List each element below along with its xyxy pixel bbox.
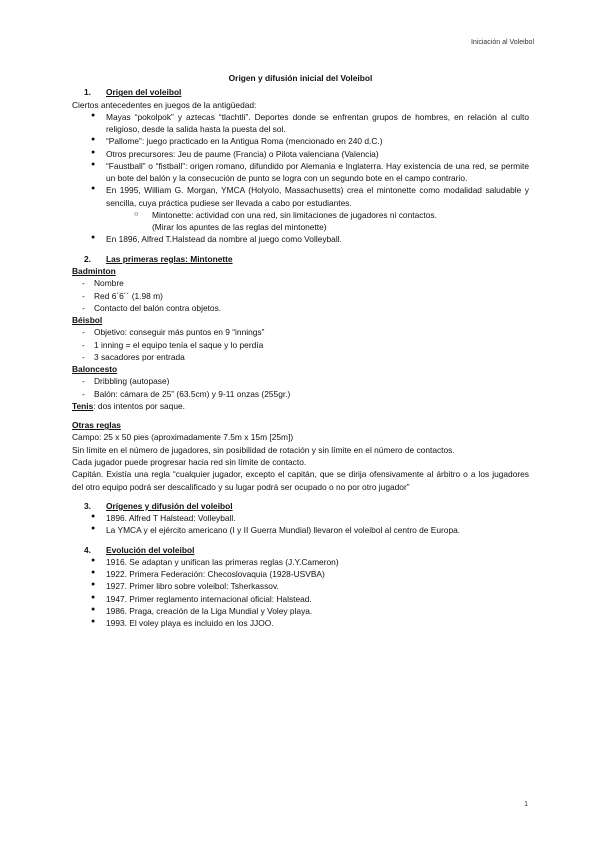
beisbol-label: Béisbol (72, 315, 103, 326)
section-3-heading (72, 500, 529, 512)
baloncesto-list (72, 375, 529, 400)
list-item: ● 1922. Primera Federación: Checoslovaquia (1928-USVBA) (72, 568, 529, 580)
section-1-list (72, 111, 529, 209)
section-title: Evolución del voleibol (106, 544, 195, 555)
list-item: ● Otros precursores: Jeu de paume (Francia) o Pilota valenciana (Valencia) (72, 148, 529, 160)
section-4-list (72, 556, 529, 630)
list-item: - Nombre (72, 277, 529, 289)
section-number: 1. (84, 87, 91, 98)
section-number: 2. (84, 253, 91, 264)
section-2-heading (72, 253, 529, 265)
badminton-list (72, 277, 529, 314)
section-1-heading (72, 86, 529, 98)
section-number: 3. (84, 500, 91, 511)
otras-reglas-line: Campo: 25 x 50 pies (aproximadamente 7.5m x 15m [25m]) (72, 432, 294, 443)
section-title: Las primeras reglas: Mintonette (106, 253, 233, 264)
section-1-sublist (72, 209, 529, 221)
section-1-intro: Ciertos antecedentes en juegos de la antigüedad: (72, 99, 257, 110)
list-item: ● “Pallome”: juego practicado en la Antigua Roma (mencionado en 240 d.C.) (72, 135, 529, 147)
sub-list-item: ○ Mintonette: actividad con una red, sin limitaciones de jugadores ni contactos. (72, 209, 529, 221)
baloncesto-label: Baloncesto (72, 364, 118, 375)
list-item: - Dribbling (autopase) (72, 375, 529, 387)
tenis-text: : dos intentos por saque. (93, 400, 185, 411)
list-item: ● “Faustball” o “fistball”: origen romano, difundido por Alemania e Inglaterra. Hay existencia de una red, se permite un bote del balón y la consecución de punto se logra con un segundo bote en el campo contrario. (72, 160, 529, 185)
list-item: ● La YMCA y el ejército americano (I y II Guerra Mundial) llevaron el voleibol al centro de Europa. (72, 524, 529, 536)
otras-reglas-line: Capitán. Existía una regla “cualquier jugador, excepto el capitán, que se dirija ofensivamente al árbitro o a los jugadores del otro equipo podrá ser descalificado y su lugar podrá ser ocupado o no por otro jugador” (72, 469, 529, 492)
list-item: - Contacto del balón contra objetos. (72, 302, 529, 314)
list-item: ● Mayas “pokolpok” y aztecas “tlachtli”. Deportes donde se enfrentan grupos de hombres, en relación al culto religioso, desde la salida hasta la puesta del sol. (72, 111, 529, 136)
page-header: Iniciación al Voleibol (470, 39, 534, 46)
list-item: - 3 sacadores por entrada (72, 351, 529, 363)
page-number: 1 (524, 801, 528, 808)
document-title: Origen y difusión inicial del Voleibol (228, 73, 373, 83)
list-item: ● En 1995, William G. Morgan, YMCA (Holyolo, Massachusetts) crea el mintonette como modalidad saludable y sencilla, cuya práctica pudiese ser llevada a cabo por estudiantes. (72, 184, 529, 209)
list-item: ● 1947. Primer reglamento internacional oficial: Halstead. (72, 593, 529, 605)
section-number: 4. (84, 544, 91, 555)
list-item: ● 1916. Se adaptan y unifican las primeras reglas (J.Y.Cameron) (72, 556, 529, 568)
section-title: Origen del voleibol (106, 87, 182, 98)
otras-reglas-line: Cada jugador puede progresar hacia red sin límite de contacto. (72, 456, 307, 467)
list-item: ● En 1896, Alfred T.Halstead da nombre al juego como Volleyball. (72, 233, 529, 245)
list-item: - 1 inning = el equipo tenía el saque y lo perdía (72, 339, 529, 351)
list-item: ● 1896. Alfred T Halstead: Volleyball. (72, 512, 529, 524)
sub-list-item-continuation: (Mirar los apuntes de las reglas del mintonette) (152, 222, 327, 233)
list-item: - Red 6´6´´ (1.98 m) (72, 290, 529, 302)
list-item: - Objetivo: conseguir más puntos en 9 “innings” (72, 326, 529, 338)
section-title: Orígenes y difusión del voleibol (106, 500, 233, 511)
beisbol-list (72, 326, 529, 363)
section-4-heading (72, 544, 529, 556)
section-3-list (72, 512, 529, 537)
list-item: ● 1927. Primer libro sobre voleibol: Tsherkassov. (72, 580, 529, 592)
otras-reglas-line: Sin límite en el número de jugadores, sin posibilidad de rotación y sin límite en el número de contactos. (72, 444, 455, 455)
list-item: ● 1986. Praga, creación de la Liga Mundial y Voley playa. (72, 605, 529, 617)
document-body (72, 72, 529, 629)
list-item: ● 1993. El voley playa es incluido en los JJOO. (72, 617, 529, 629)
section-1-list-end (72, 233, 529, 245)
badminton-label: Badminton (72, 265, 116, 276)
list-item: - Balón: cámara de 25” (63.5cm) y 9-11 onzas (255gr.) (72, 388, 529, 400)
otras-reglas-label: Otras reglas (72, 420, 121, 431)
tenis-line (72, 400, 529, 412)
tenis-label: Tenis (72, 400, 94, 411)
